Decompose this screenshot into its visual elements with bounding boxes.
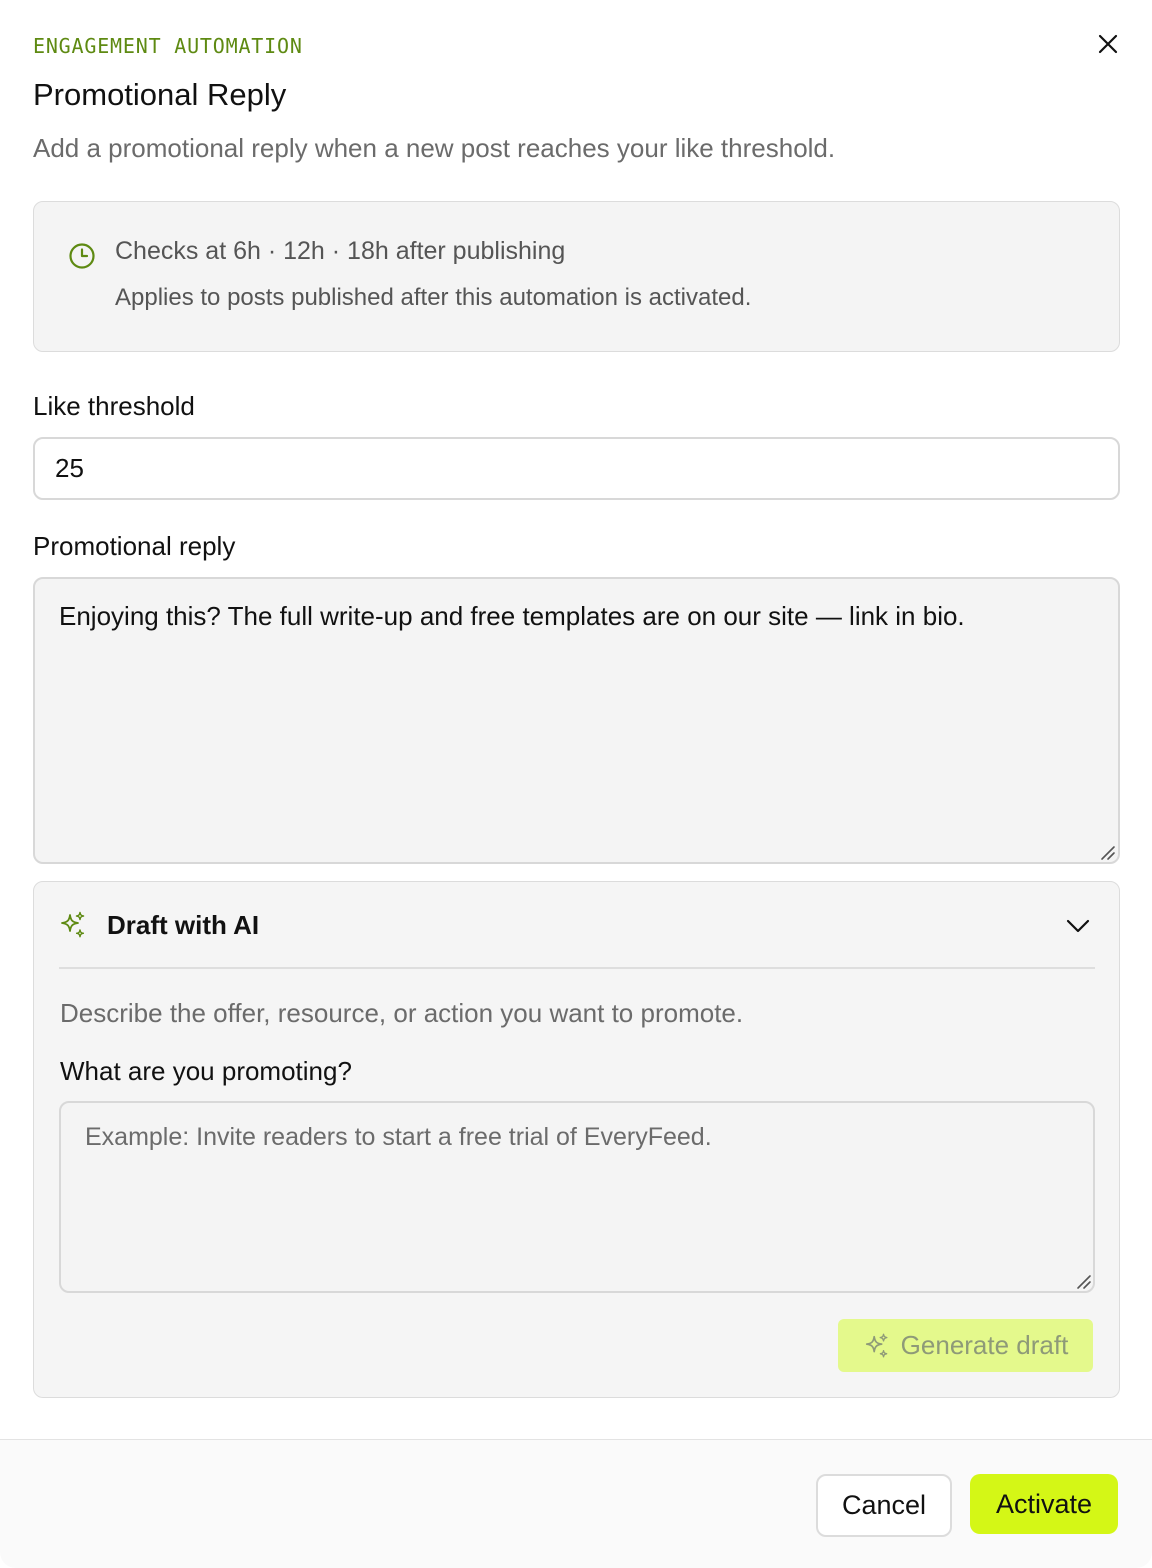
sparkle-icon	[863, 1332, 891, 1360]
draft-with-ai-panel	[33, 881, 1120, 1398]
draft-with-ai-title: Draft with AI	[107, 910, 260, 940]
close-button[interactable]	[1090, 26, 1126, 62]
page-title: Promotional Reply	[33, 77, 287, 112]
modal-footer	[0, 1439, 1152, 1568]
draft-with-ai-toggle[interactable]	[34, 882, 1119, 968]
schedule-info-box	[33, 201, 1120, 352]
draft-with-ai-description: Describe the offer, resource, or action you want to promote.	[60, 998, 744, 1028]
promoting-textarea[interactable]	[59, 1101, 1095, 1293]
sparkle-icon	[58, 910, 88, 940]
page-subtitle: Add a promotional reply when a new post reaches your like threshold.	[33, 133, 836, 163]
modal-eyebrow: ENGAGEMENT AUTOMATION	[33, 34, 303, 58]
resize-handle-icon[interactable]	[1098, 843, 1116, 861]
cancel-button[interactable]: Cancel	[816, 1474, 952, 1537]
promotional-reply-label: Promotional reply	[33, 531, 236, 561]
schedule-note: Applies to posts published after this automation is activated.	[115, 284, 752, 311]
resize-handle-icon[interactable]	[1074, 1272, 1092, 1290]
like-threshold-input[interactable]	[33, 437, 1120, 500]
generate-draft-label: Generate draft	[900, 1330, 1069, 1360]
schedule-text: Checks at 6h · 12h · 18h after publishing	[115, 237, 566, 265]
promoting-label: What are you promoting?	[60, 1056, 352, 1086]
divider	[59, 967, 1095, 969]
like-threshold-label: Like threshold	[33, 391, 195, 421]
activate-button[interactable]: Activate	[970, 1474, 1118, 1534]
generate-draft-button[interactable]	[838, 1319, 1093, 1372]
clock-icon	[68, 242, 96, 270]
chevron-down-icon	[1064, 912, 1092, 940]
close-icon	[1096, 32, 1120, 56]
promotional-reply-textarea[interactable]	[33, 577, 1120, 864]
